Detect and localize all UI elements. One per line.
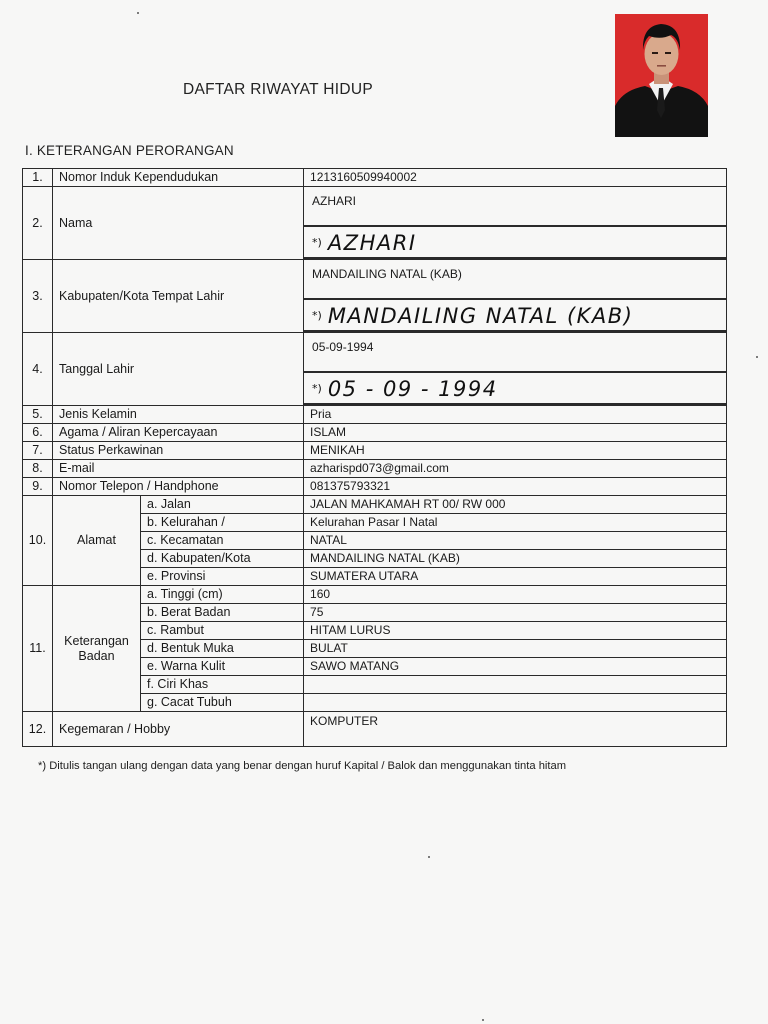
table-row xyxy=(23,333,727,406)
sub-value: HITAM LURUS xyxy=(304,622,727,640)
row-number: 10. xyxy=(23,496,53,586)
sub-label: c. Rambut xyxy=(141,622,304,640)
sub-label: g. Cacat Tubuh xyxy=(141,694,304,712)
field-label-jenis-kelamin: Jenis Kelamin xyxy=(53,406,304,424)
field-value-jenis-kelamin: Pria xyxy=(304,406,727,424)
handwritten-value: *) MANDAILING NATAL (KAB) xyxy=(304,298,726,332)
row-number: 5. xyxy=(23,406,53,424)
field-value-tanggal-lahir xyxy=(304,333,727,406)
field-value-status: MENIKAH xyxy=(304,442,727,460)
sub-label: d. Kabupaten/Kota xyxy=(141,550,304,568)
table-row xyxy=(23,442,727,460)
footnote: *) Ditulis tangan ulang dengan data yang benar dengan huruf Kapital / Balok dan menggunakan tinta hitam xyxy=(38,760,567,772)
field-label-hobby: Kegemaran / Hobby xyxy=(53,712,304,747)
field-label-keterangan-badan: Keterangan Badan xyxy=(53,586,141,712)
row-number: 9. xyxy=(23,478,53,496)
scan-speck xyxy=(482,1019,484,1021)
scan-speck xyxy=(428,856,430,858)
field-label-agama: Agama / Aliran Kepercayaan xyxy=(53,424,304,442)
sub-value: MANDAILING NATAL (KAB) xyxy=(304,550,727,568)
profile-photo xyxy=(615,14,708,137)
row-number: 7. xyxy=(23,442,53,460)
sub-label: e. Provinsi xyxy=(141,568,304,586)
sub-label: d. Bentuk Muka xyxy=(141,640,304,658)
table-row xyxy=(23,586,727,604)
scan-speck xyxy=(756,356,758,358)
row-number: 4. xyxy=(23,333,53,406)
sub-value: NATAL xyxy=(304,532,727,550)
sub-value: 75 xyxy=(304,604,727,622)
sub-label: c. Kecamatan xyxy=(141,532,304,550)
table-row xyxy=(23,260,727,333)
sub-value: SUMATERA UTARA xyxy=(304,568,727,586)
table-row xyxy=(23,478,727,496)
row-number: 1. xyxy=(23,169,53,187)
field-label-telepon: Nomor Telepon / Handphone xyxy=(53,478,304,496)
personal-info-table xyxy=(22,168,727,747)
field-value-nama xyxy=(304,187,727,260)
sub-value: SAWO MATANG xyxy=(304,658,727,676)
field-value-telepon: 081375793321 xyxy=(304,478,727,496)
field-value-nik: 1213160509940002 xyxy=(304,169,727,187)
sub-label: b. Berat Badan xyxy=(141,604,304,622)
sub-value: 160 xyxy=(304,586,727,604)
row-number: 3. xyxy=(23,260,53,333)
field-label-nama: Nama xyxy=(53,187,304,260)
field-label-tanggal-lahir: Tanggal Lahir xyxy=(53,333,304,406)
row-number: 8. xyxy=(23,460,53,478)
field-label-alamat: Alamat xyxy=(53,496,141,586)
row-number: 11. xyxy=(23,586,53,712)
sub-value: Kelurahan Pasar I Natal xyxy=(304,514,727,532)
table-row xyxy=(23,424,727,442)
sub-value: BULAT xyxy=(304,640,727,658)
sub-value xyxy=(304,694,727,712)
handwritten-value: *) 05 - 09 - 1994 xyxy=(304,371,726,405)
printed-value: AZHARI xyxy=(312,194,357,208)
sub-label: b. Kelurahan / xyxy=(141,514,304,532)
field-label-nik: Nomor Induk Kependudukan xyxy=(53,169,304,187)
section-heading: I. KETERANGAN PERORANGAN xyxy=(25,143,234,158)
sub-value: JALAN MAHKAMAH RT 00/ RW 000 xyxy=(304,496,727,514)
row-number: 2. xyxy=(23,187,53,260)
table-row xyxy=(23,712,727,747)
printed-value: MANDAILING NATAL (KAB) xyxy=(312,267,462,281)
field-label-email: E-mail xyxy=(53,460,304,478)
field-label-status: Status Perkawinan xyxy=(53,442,304,460)
field-value-tempat-lahir xyxy=(304,260,727,333)
sub-label: a. Jalan xyxy=(141,496,304,514)
row-number: 12. xyxy=(23,712,53,747)
handwritten-value: *) AZHARI xyxy=(304,225,726,259)
field-value-agama: ISLAM xyxy=(304,424,727,442)
sub-value xyxy=(304,676,727,694)
table-row xyxy=(23,169,727,187)
document-title: DAFTAR RIWAYAT HIDUP xyxy=(183,81,373,98)
row-number: 6. xyxy=(23,424,53,442)
field-value-email: azharispd073@gmail.com xyxy=(304,460,727,478)
table-row xyxy=(23,460,727,478)
printed-value: 05-09-1994 xyxy=(312,340,374,354)
scan-speck xyxy=(137,12,139,14)
field-label-tempat-lahir: Kabupaten/Kota Tempat Lahir xyxy=(53,260,304,333)
sub-label: a. Tinggi (cm) xyxy=(141,586,304,604)
field-value-hobby: KOMPUTER xyxy=(304,712,727,747)
table-row xyxy=(23,496,727,514)
table-row xyxy=(23,406,727,424)
sub-label: f. Ciri Khas xyxy=(141,676,304,694)
sub-label: e. Warna Kulit xyxy=(141,658,304,676)
table-row xyxy=(23,187,727,260)
